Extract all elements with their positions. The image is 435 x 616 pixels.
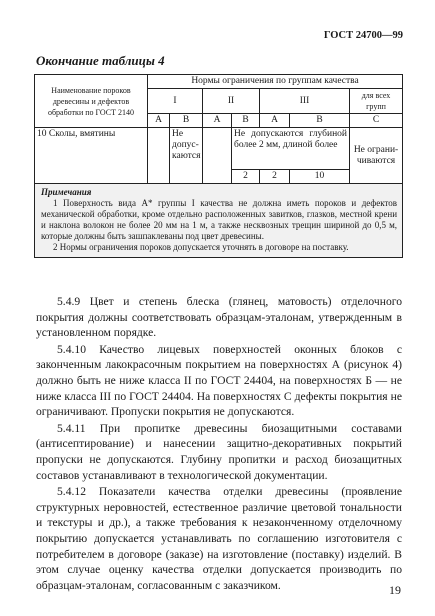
quality-table	[34, 74, 403, 258]
table-notes	[35, 184, 403, 258]
paragraph-5-4-11: 5.4.11 При пропитке древесины биозащитными составами (антисептирование) и нанесении защитно-декоративных покрытий пропуски не допускаются. Глубину пропитки и расход биозащитных составов устанавливают в технологической документации.	[36, 421, 402, 482]
subcolumn-header: В	[170, 114, 203, 128]
subcolumn-header: В	[232, 114, 260, 128]
column-header-defect-name: Наименование пороков древесины и дефектов обработки по ГОСТ 2140	[35, 75, 148, 128]
notes-title: Примечания	[41, 187, 92, 197]
paragraph-5-4-12: 5.4.12 Показатели качества отделки древесины (проявление структурных неровностей, естественное различие цветовой тональности и текстуры и др.), а также требования к незаконченному отделочному покрытию допускается устанавливать по соглашению изготовителя с потребителем в договоре (заказе) на изготовление (поставку) изделий. В этом случае оценку качества отделки допускается производить по образцам-эталонам, согласованным с заказчиком.	[36, 485, 402, 592]
group-header-1: I	[148, 89, 203, 114]
cell-empty	[148, 128, 170, 184]
group-header-3: III	[260, 89, 350, 114]
note-item: 1 Поверхность вида А* группы I качества не должна иметь пороков и дефектов механической обработки, кроме отдельно расположенных завитков, глазков, местной крени и наклона волокон не более 20 мм на 1 м, а также несквозных трещин шириной до 0,5 м, которые должны быть зашпаклеваны под цвет древесины.	[41, 198, 398, 241]
paragraph-5-4-10: 5.4.10 Качество лицевых поверхностей оконных блоков с законченным лакокрасочным покрытием на поверхностях А (рисунок 4) должно быть не ниже класса II по ГОСТ 24404, на поверхностях Б — не ниже класса III по ГОСТ 24404. На поверхностях С дефекты покрытия не ограничивают. Пропуски покрытия не допускаются.	[36, 342, 402, 419]
cell-depth-limit-text: Не допускаются глубиной более 2 мм, длиной более	[232, 128, 350, 170]
row-defect-name: 10 Сколы, вмятины	[35, 128, 148, 184]
cell-depth-value: 2	[232, 170, 260, 184]
group-header-2: II	[203, 89, 260, 114]
subcolumn-header: А	[203, 114, 232, 128]
cell-all-groups: Не ограни-чиваются	[350, 128, 403, 184]
note-item: 2 Нормы ограничения пороков допускается уточнять в договоре на поставку.	[53, 242, 349, 252]
subcolumn-header: С	[350, 114, 403, 128]
table-caption: Окончание таблицы 4	[36, 53, 165, 68]
subcolumn-header: А	[260, 114, 290, 128]
subcolumn-header: В	[290, 114, 350, 128]
cell-depth-value: 2	[260, 170, 290, 184]
group-header-all: для всех групп	[350, 89, 403, 114]
column-header-norms: Нормы ограничения по группам качества	[148, 75, 403, 89]
paragraph-5-4-9: 5.4.9 Цвет и степень блеска (глянец, матовость) отделочного покрытия должны соответствовать образцам-эталонам, утвержденным в установленном порядке.	[36, 295, 402, 340]
subcolumn-header: А	[148, 114, 170, 128]
body-text	[36, 294, 402, 594]
document-code: ГОСТ 24700—99	[323, 30, 403, 41]
cell-group1-b: Не допус-каются	[170, 128, 203, 184]
cell-empty	[203, 128, 232, 184]
page-number: 19	[389, 583, 401, 597]
cell-depth-value: 10	[290, 170, 350, 184]
